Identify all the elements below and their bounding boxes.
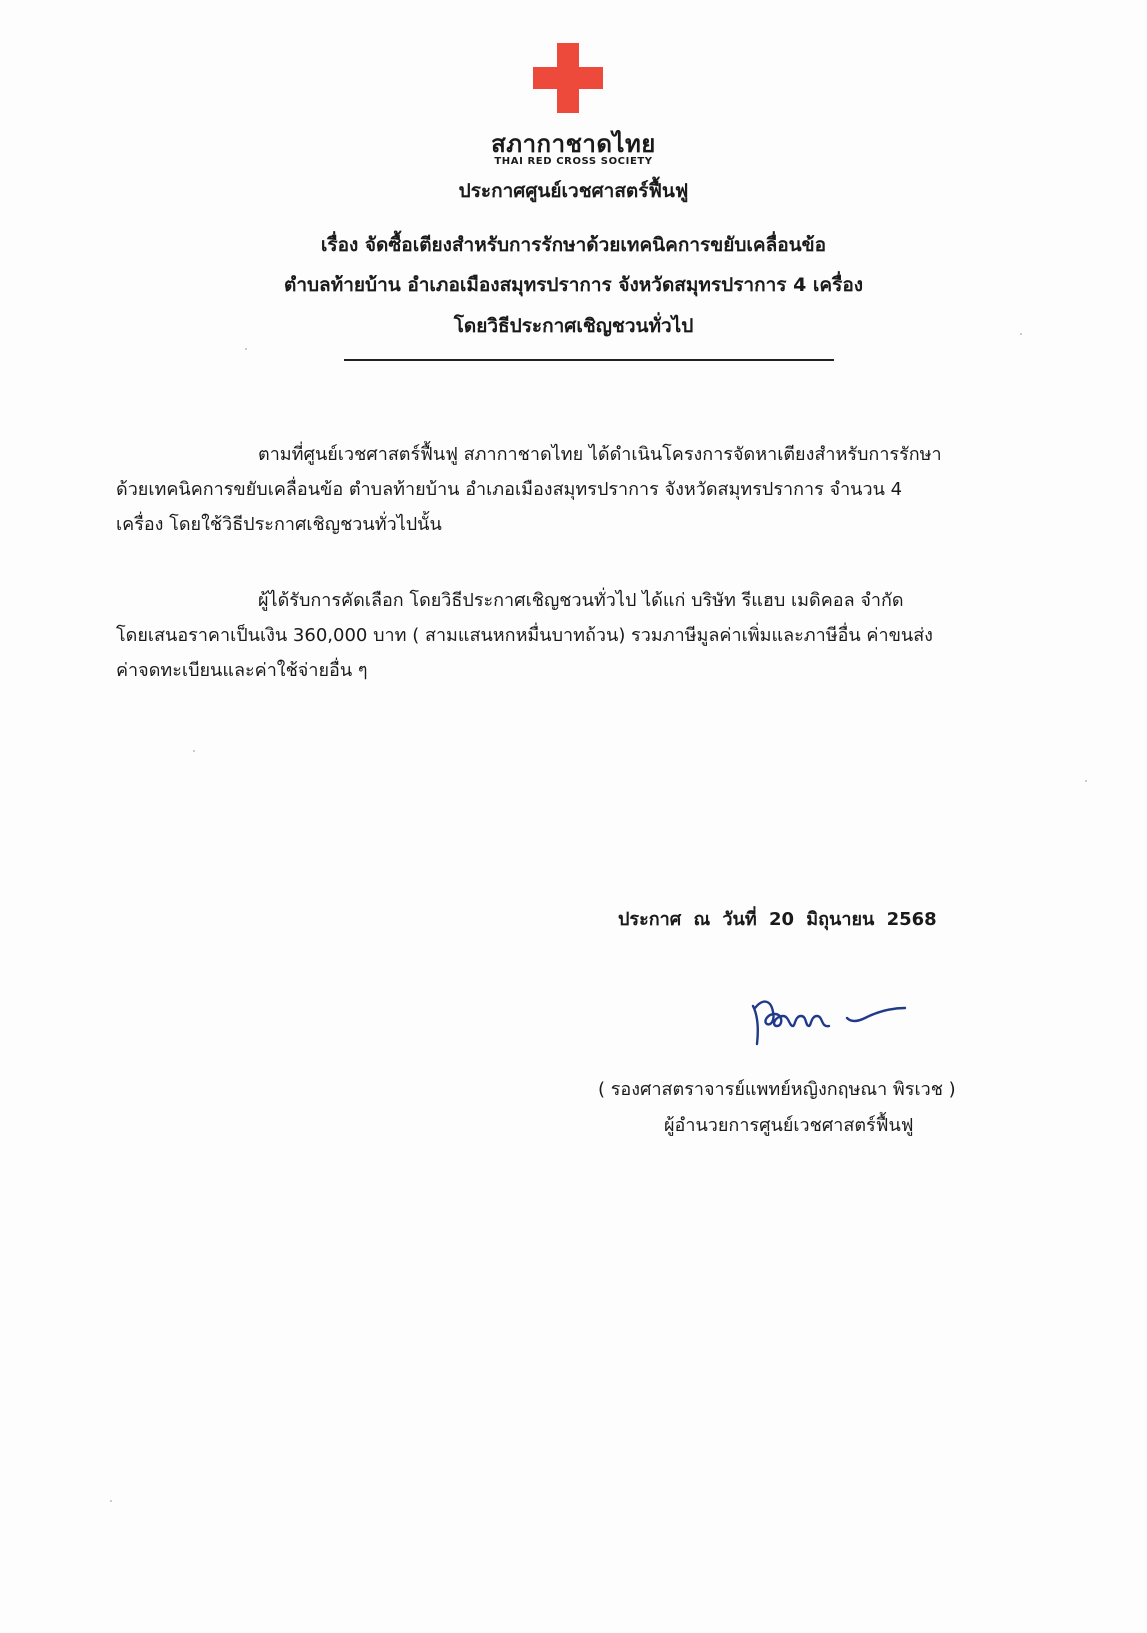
- paragraph-line: โดยเสนอราคาเป็นเงิน 360,000 บาท ( สามแสนหกหมื่นบาทถ้วน) รวมภาษีมูลค่าเพิ่มและภาษีอื่น ค่าขนส่ง: [116, 625, 933, 646]
- subject-line-1: เรื่อง จัดซื้อเตียงสำหรับการรักษาด้วยเทคนิคการขยับเคลื่อนข้อ: [320, 234, 827, 256]
- announcement-date: ประกาศ ณ วันที่ 20 มิถุนายน 2568: [618, 909, 937, 930]
- red-cross-horizontal-bar: [533, 67, 603, 89]
- handwritten-signature: [745, 986, 915, 1056]
- red-cross-icon: [533, 43, 603, 113]
- paragraph-line: ด้วยเทคนิคการขยับเคลื่อนข้อ ตำบลท้ายบ้าน อำเภอเมืองสมุทรปราการ จังหวัดสมุทรปราการ จำนวน 4: [116, 479, 903, 500]
- signer-name: ( รองศาสตราจารย์แพทย์หญิงกฤษณา พิรเวช ): [598, 1079, 956, 1100]
- scan-speck: [110, 1500, 112, 1502]
- paragraph-line: ตามที่ศูนย์เวชศาสตร์ฟื้นฟู สภากาชาดไทย ได้ดำเนินโครงการจัดหาเตียงสำหรับการรักษา: [258, 444, 942, 465]
- body-paragraph-2: [116, 583, 1026, 688]
- org-name-english: THAI RED CROSS SOCIETY: [494, 156, 653, 167]
- signer-title: ผู้อำนวยการศูนย์เวชศาสตร์ฟื้นฟู: [664, 1115, 914, 1136]
- scan-speck: [245, 348, 247, 350]
- scan-speck: [193, 750, 195, 752]
- subject-line-2: ตำบลท้ายบ้าน อำเภอเมืองสมุทรปราการ จังหวัดสมุทรปราการ 4 เครื่อง: [283, 274, 864, 296]
- subject-divider: [344, 359, 834, 361]
- announcement-title: ประกาศศูนย์เวชศาสตร์ฟื้นฟู: [458, 180, 689, 202]
- scan-speck: [1085, 780, 1087, 782]
- org-name-thai: สภากาชาดไทย: [491, 130, 656, 158]
- body-paragraph-1: [116, 437, 1026, 542]
- subject-line-3: โดยวิธีประกาศเชิญชวนทั่วไป: [453, 315, 694, 337]
- scan-speck: [1020, 333, 1022, 335]
- paragraph-line: ผู้ได้รับการคัดเลือก โดยวิธีประกาศเชิญชวนทั่วไป ได้แก่ บริษัท รีแฮบ เมดิคอล จำกัด: [258, 590, 904, 611]
- paragraph-line: ค่าจดทะเบียนและค่าใช้จ่ายอื่น ๆ: [116, 660, 368, 681]
- paragraph-line: เครื่อง โดยใช้วิธีประกาศเชิญชวนทั่วไปนั้น: [116, 514, 442, 535]
